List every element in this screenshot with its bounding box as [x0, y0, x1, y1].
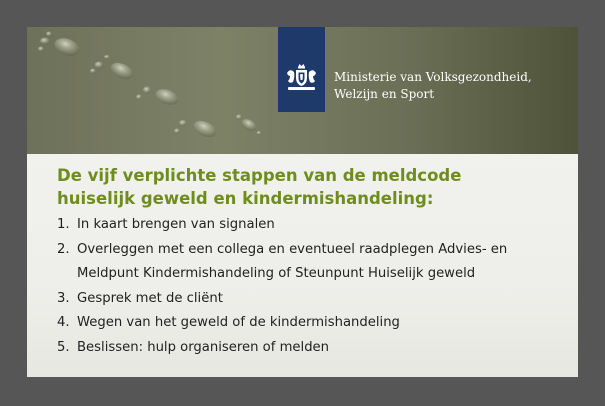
ministry-name-line1: Ministerie van Volksgezondheid, [334, 70, 532, 84]
step-text [77, 238, 572, 287]
step-number: 3. [57, 290, 70, 306]
ministry-name [334, 69, 574, 103]
step-item [57, 238, 572, 287]
step-text [77, 336, 572, 361]
steps-list [57, 213, 572, 360]
step-text [77, 311, 572, 336]
step-text-line: Wegen van het geweld of de kindermishandeling [77, 315, 400, 330]
step-text-line: Meldpunt Kindermishandeling of Steunpunt Huiselijk geweld [77, 266, 476, 281]
page-title-line1: De vijf verplichte stappen van de meldcode [57, 166, 462, 185]
logo-block [278, 27, 325, 112]
step-item [57, 287, 572, 312]
step-number: 4. [57, 315, 70, 330]
step-number: 5. [57, 339, 70, 355]
page-title-line2: huiselijk geweld en kindermishandeling: [57, 189, 434, 208]
step-text-line: Gesprek met de cliënt [77, 290, 223, 306]
step-number: 1. [57, 217, 70, 232]
step-text [77, 287, 572, 312]
step-text-line: Beslissen: hulp organiseren of melden [77, 339, 330, 355]
step-text-line: In kaart brengen van signalen [77, 217, 275, 232]
step-item [57, 213, 572, 238]
dutch-coat-of-arms-icon [284, 63, 319, 93]
step-number: 2. [57, 241, 70, 257]
ministry-name-line2: Welzijn en Sport [334, 87, 435, 101]
page-title [57, 164, 557, 210]
step-item [57, 311, 572, 336]
step-text [77, 213, 572, 238]
info-card [27, 27, 578, 377]
step-text-line: Overleggen met een collega en eventueel raadplegen Advies- en [77, 241, 508, 257]
step-item [57, 336, 572, 361]
header-banner [27, 27, 578, 154]
